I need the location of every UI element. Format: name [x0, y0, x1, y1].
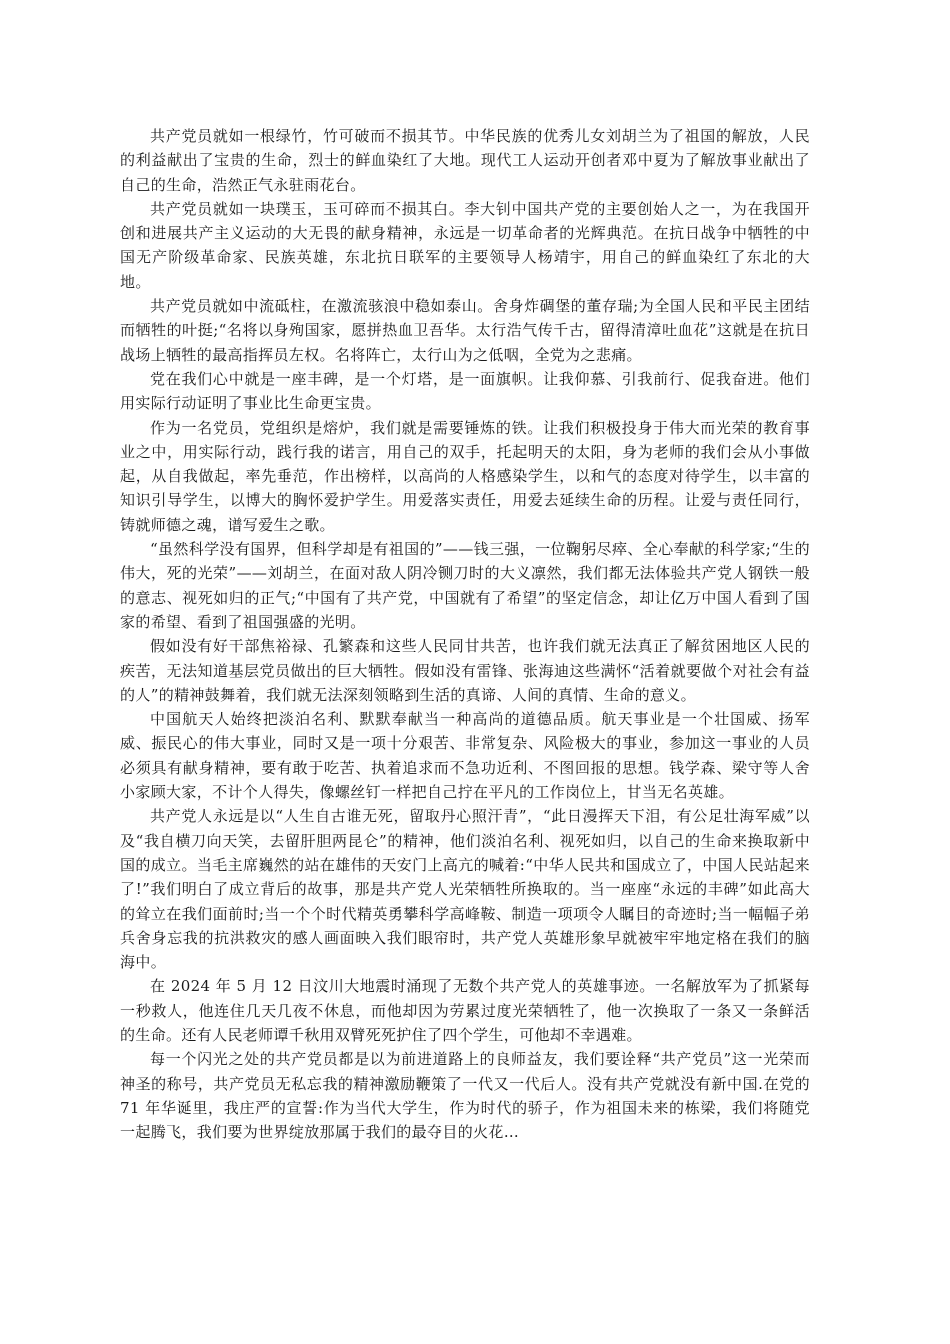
- paragraph-11: 每一个闪光之处的共产党员都是以为前进道路上的良师益友，我们要诠释“共产党员”这一光荣而神圣的称号，共产党员无私忘我的精神激励鞭策了一代又一代后人。没有共产党就没有新中国.在党的 71 年华诞里，我庄严的宣誓:作为当代大学生，作为时代的骄子，作为祖国未来的栋梁，我们将随党一起腾飞，我们要为世界绽放那属于我们的最夺目的火花…: [120, 1050, 810, 1142]
- paragraph-8: 中国航天人始终把淡泊名利、默默奉献当一种高尚的道德品质。航天事业是一个壮国威、扬军威、振民心的伟大事业，同时又是一项十分艰苦、非常复杂、风险极大的事业，参加这一事业的人员必须具有献身精神，要有敢于吃苦、执着追求而不急功近利、不图回报的思想。钱学森、梁守等人舍小家顾大家，不计个人得失，像螺丝钉一样把自己拧在平凡的工作岗位上，甘当无名英雄。: [120, 710, 810, 802]
- document-body: [120, 124, 810, 1144]
- paragraph-7: 假如没有好干部焦裕禄、孔繁森和这些人民同甘共苦，也许我们就无法真正了解贫困地区人民的疾苦，无法知道基层党员做出的巨大牺牲。假如没有雷锋、张海迪这些满怀“活着就要做个对社会有益的人”的精神鼓舞着，我们就无法深刻领略到生活的真谛、人间的真情、生命的意义。: [120, 637, 810, 704]
- paragraph-10: 在 2024 年 5 月 12 日汶川大地震时涌现了无数个共产党人的英雄事迹。一名解放军为了抓紧每一秒救人，他连住几天几夜不休息，而他却因为劳累过度光荣牺牲了，他一次换取了一条又一条鲜活的生命。还有人民老师谭千秋用双臂死死护住了四个学生，可他却不幸遇难。: [120, 977, 810, 1044]
- paragraph-1: 共产党员就如一根绿竹，竹可破而不损其节。中华民族的优秀儿女刘胡兰为了祖国的解放，人民的利益献出了宝贵的生命，烈士的鲜血染红了大地。现代工人运动开创者邓中夏为了解放事业献出了自己的生命，浩然正气永驻雨花台。: [120, 127, 810, 194]
- paragraph-3: 共产党员就如中流砥柱，在激流骇浪中稳如泰山。舍身炸碉堡的董存瑞;为全国人民和平民主团结而牺牲的叶挺;“名将以身殉国家，愿拼热血卫吾华。太行浩气传千古，留得清漳吐血花”这就是在抗日战场上牺牲的最高指挥员左权。名将阵亡，太行山为之低咽，全党为之悲痛。: [120, 297, 810, 364]
- paragraph-6: “虽然科学没有国界，但科学却是有祖国的”——钱三强，一位鞠躬尽瘁、全心奉献的科学家;“生的伟大，死的光荣”——刘胡兰，在面对敌人阴冷铡刀时的大义凛然，我们都无法体验共产党人钢铁一般的意志、视死如归的正气;“中国有了共产党，中国就有了希望”的坚定信念，却让亿万中国人看到了国家的希望、看到了祖国强盛的光明。: [120, 540, 810, 631]
- paragraph-2: 共产党员就如一块璞玉，玉可碎而不损其白。李大钊中国共产党的主要创始人之一，为在我国开创和进展共产主义运动的大无畏的献身精神，永远是一切革命者的光辉典范。在抗日战争中牺牲的中国无产阶级革命家、民族英雄，东北抗日联军的主要领导人杨靖宇，用自己的鲜血染红了东北的大地。: [120, 199, 810, 291]
- paragraph-9: 共产党人永远是以“人生自古谁无死，留取丹心照汗青”，“此日漫挥天下泪，有公足壮海军威”以及“我自横刀向天笑，去留肝胆两昆仑”的精神，他们淡泊名利、视死如归，以自己的生命来换取新中国的成立。当毛主席巍然的站在雄伟的天安门上高亢的喊着:“中华人民共和国成立了，中国人民站起来了!”我们明白了成立背后的故事，那是共产党人光荣牺牲所换取的。当一座座“永远的丰碑”如此高大的耸立在我们面前时;当一个个时代精英勇攀科学高峰鞍、制造一项项令人瞩目的奇迹时;当一幅幅子弟兵舍身忘我的抗洪救灾的感人画面映入我们眼帘时，共产党人英雄形象早就被牢牢地定格在我们的脑海中。: [120, 807, 810, 972]
- paragraph-5: 作为一名党员，党组织是熔炉，我们就是需要锤炼的铁。让我们积极投身于伟大而光荣的教育事业之中，用实际行动，践行我的诺言，用自己的双手，托起明天的太阳，身为老师的我们会从小事做起，从自我做起，率先垂范，作出榜样，以高尚的人格感染学生，以和气的态度对待学生，以丰富的知识引导学生，以博大的胸怀爱护学生。用爱落实责任，用爱去延续生命的历程。让爱与责任同行，铸就师德之魂，谱写爱生之歌。: [120, 418, 810, 534]
- paragraph-4: 党在我们心中就是一座丰碑，是一个灯塔，是一面旗帜。让我仰慕、引我前行、促我奋进。他们用实际行动证明了事业比生命更宝贵。: [120, 369, 810, 413]
